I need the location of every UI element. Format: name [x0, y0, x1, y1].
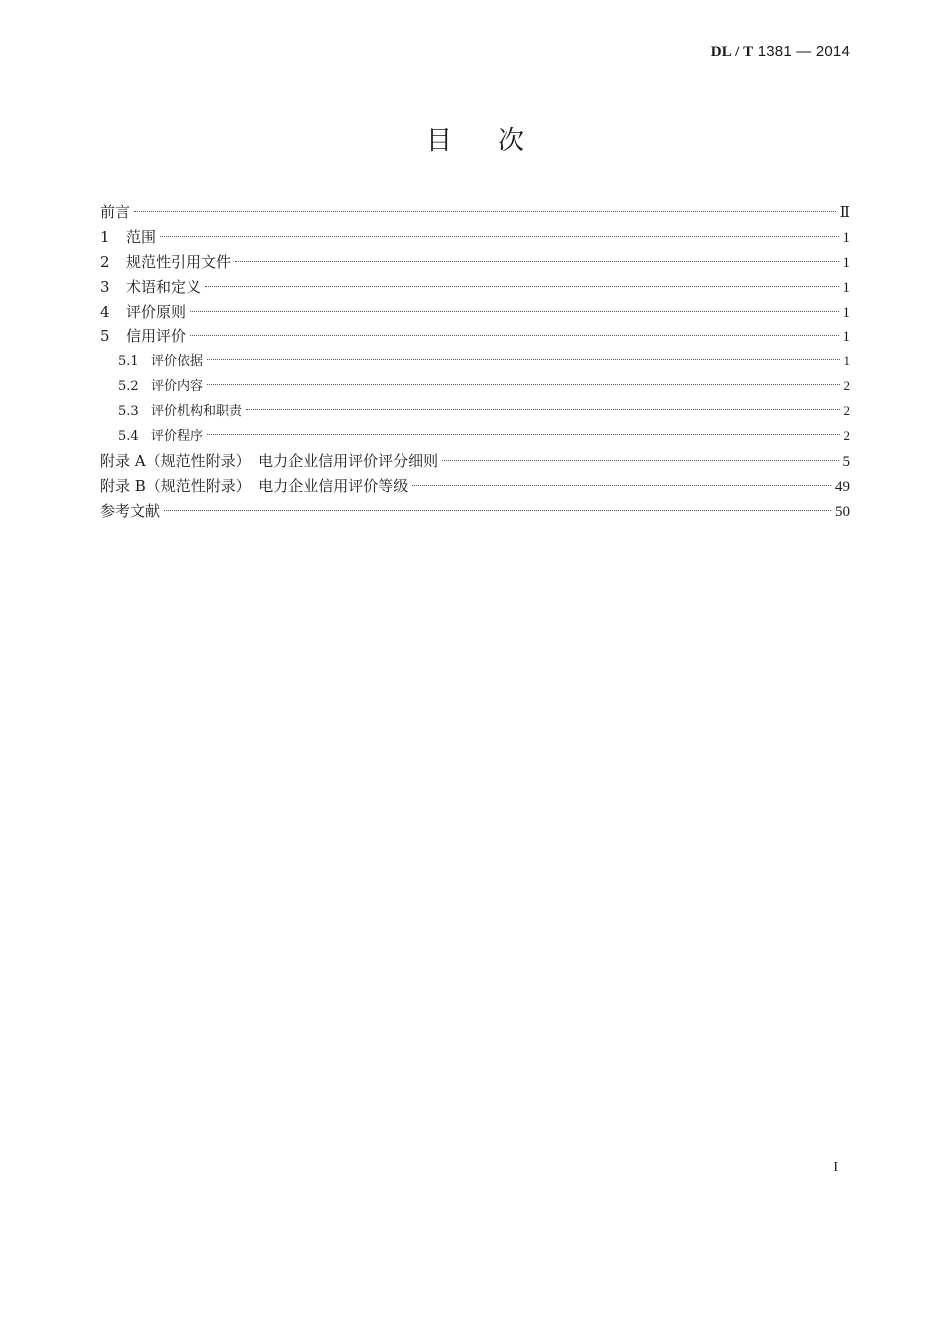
- toc-leader-dots: [134, 211, 836, 212]
- toc-leader-dots: [207, 359, 839, 360]
- toc-entry-number: 5.3: [118, 404, 139, 420]
- toc-entry-label: 评价机构和职责: [151, 404, 243, 420]
- toc-entry-page: 2: [843, 428, 850, 444]
- toc-leader-dots: [207, 384, 839, 385]
- toc-entry-page: 1: [842, 329, 850, 346]
- toc-entry-number: 5.4: [118, 429, 139, 445]
- page-number: I: [833, 1160, 838, 1175]
- toc-entry-number: 2: [100, 252, 110, 271]
- toc-leader-dots: [235, 261, 838, 262]
- toc-leader-dots: [164, 510, 831, 511]
- toc-entry-foreword[interactable]: [100, 200, 850, 225]
- toc-entry-evaluation-content[interactable]: [100, 374, 850, 399]
- toc-entry-label: 评价程序: [151, 429, 204, 445]
- toc-entry-label: 术语和定义: [126, 277, 202, 296]
- table-of-contents: [100, 200, 850, 524]
- toc-entry-page: 49: [835, 478, 850, 495]
- toc-entry-page: 2: [843, 403, 850, 419]
- toc-leader-dots: [412, 485, 831, 486]
- toc-entry-evaluation-principles[interactable]: [100, 300, 850, 325]
- toc-entry-label: 附录 B（规范性附录） 电力企业信用评价等级: [100, 476, 409, 495]
- toc-entry-number: 4: [100, 302, 110, 321]
- toc-leader-dots: [442, 460, 838, 461]
- toc-entry-number: 3: [100, 277, 110, 296]
- toc-entry-evaluation-procedure[interactable]: [100, 424, 850, 449]
- toc-entry-label: 信用评价: [126, 327, 187, 346]
- toc-entry-label: 规范性引用文件: [126, 252, 232, 271]
- toc-entry-number: 1: [100, 227, 110, 246]
- toc-entry-label: 评价依据: [151, 354, 204, 370]
- toc-entry-label: 范围: [126, 227, 157, 246]
- toc-entry-normative-references[interactable]: [100, 250, 850, 275]
- toc-leader-dots: [160, 236, 838, 237]
- toc-entry-credit-evaluation[interactable]: [100, 324, 850, 349]
- standard-prefix: DL / T: [710, 44, 754, 60]
- toc-entry-page: 1: [842, 254, 850, 271]
- toc-entry-bibliography[interactable]: [100, 499, 850, 524]
- toc-title: 目次: [425, 126, 570, 156]
- toc-leader-dots: [207, 434, 839, 435]
- standard-code: [711, 43, 850, 61]
- toc-entry-page: 1: [843, 353, 850, 369]
- toc-entry-annex-a[interactable]: [100, 449, 850, 474]
- toc-entry-number: 5: [100, 327, 110, 346]
- toc-entry-page: 2: [843, 378, 850, 394]
- toc-entry-page: 1: [842, 279, 850, 296]
- toc-entry-terms-definitions[interactable]: [100, 275, 850, 300]
- toc-entry-page: 1: [842, 304, 850, 321]
- toc-leader-dots: [190, 311, 838, 312]
- toc-entry-number: 5.1: [118, 354, 139, 370]
- toc-leader-dots: [205, 286, 838, 287]
- toc-entry-page: 5: [842, 453, 850, 470]
- toc-entry-evaluation-basis[interactable]: [100, 349, 850, 374]
- toc-entry-evaluation-bodies[interactable]: [100, 399, 850, 424]
- toc-leader-dots: [246, 409, 839, 410]
- standard-number: 1381 — 2014: [757, 43, 850, 60]
- toc-entry-page: 50: [835, 503, 850, 520]
- toc-entry-page: Ⅱ: [839, 205, 850, 221]
- toc-entry-label: 评价内容: [151, 379, 204, 395]
- toc-entry-label: 附录 A（规范性附录） 电力企业信用评价评分细则: [100, 451, 439, 470]
- toc-entry-label: 评价原则: [126, 302, 187, 321]
- toc-entry-label: 前言: [100, 203, 131, 221]
- toc-entry-page: 1: [842, 229, 850, 246]
- toc-entry-scope[interactable]: [100, 225, 850, 250]
- toc-leader-dots: [190, 335, 838, 336]
- toc-entry-number: 5.2: [118, 379, 139, 395]
- toc-entry-label: 参考文献: [100, 501, 161, 520]
- toc-entry-annex-b[interactable]: [100, 474, 850, 499]
